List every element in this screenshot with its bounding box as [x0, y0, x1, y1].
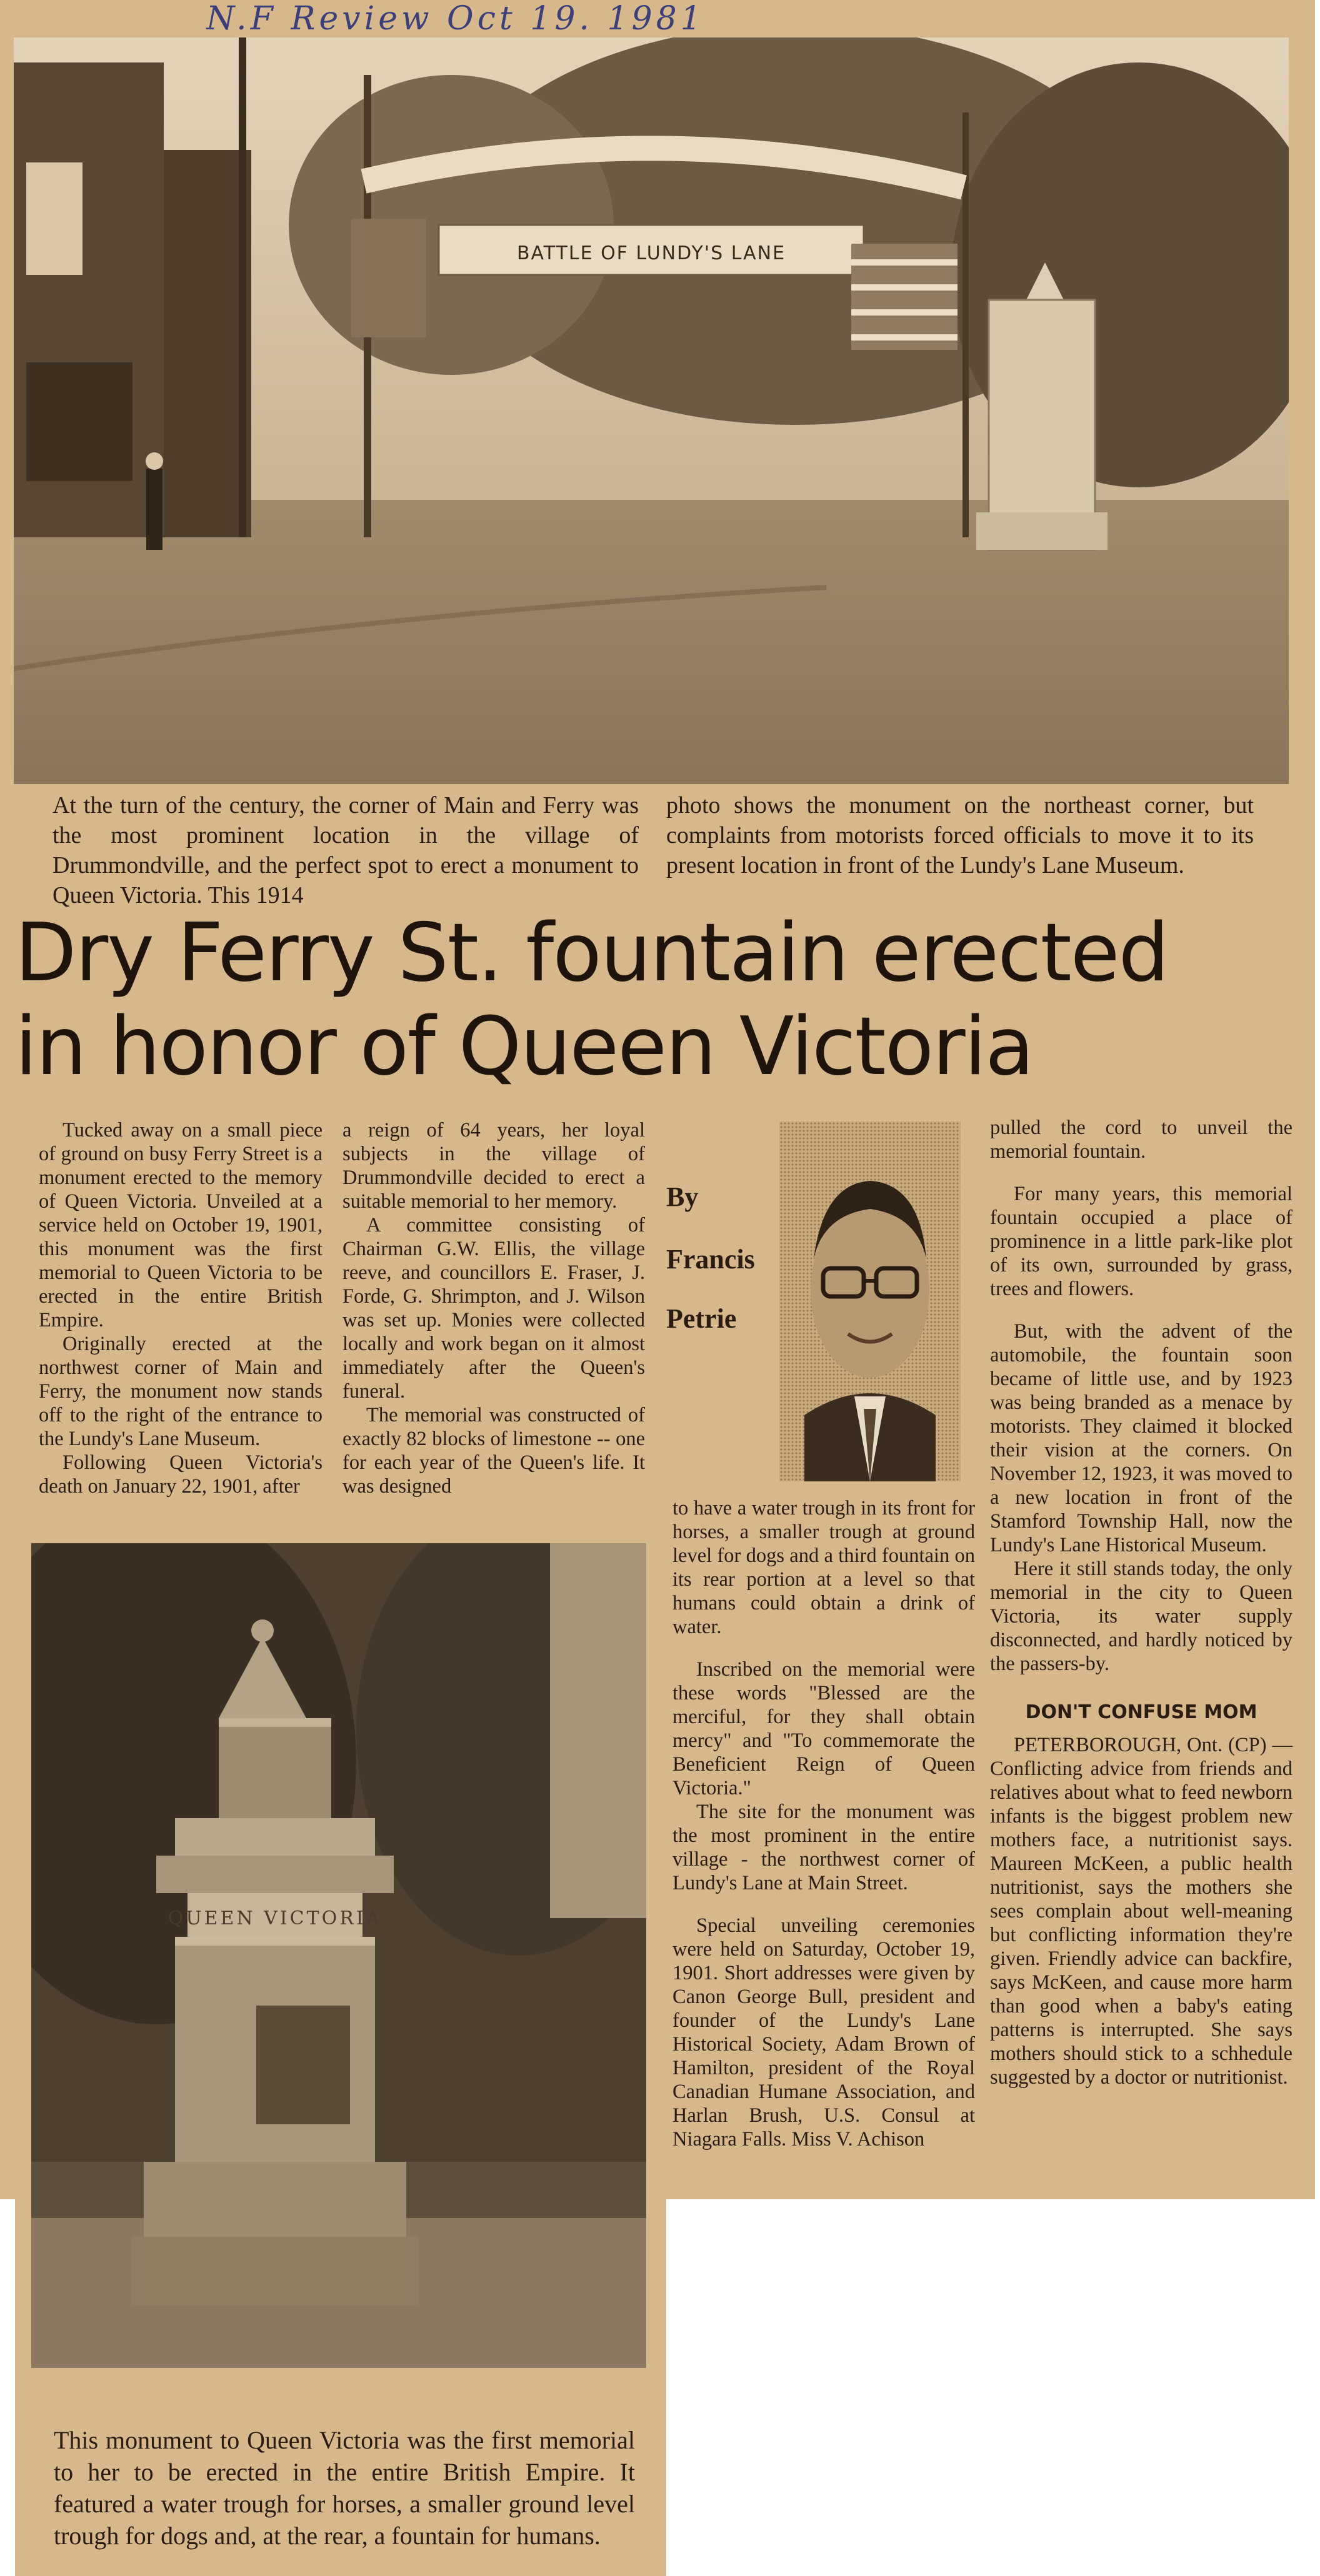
- handwritten-date-note: N.F Review Oct 19. 1981: [206, 0, 705, 37]
- top-photo-caption-right: photo shows the monument on the northeast corner, but complaints from motorists forced officials to move it to its present location in front of the Lundy's Lane Museum.: [666, 792, 1254, 878]
- sidebar-heading: DON'T CONFUSE MOM: [1025, 1701, 1258, 1723]
- monument-photo-caption: This monument to Queen Victoria was the first memorial to her to be erected in the entire British Empire. It featured a water trough for horses, a smaller ground level trough for dogs and, at the rear, a fountain for humans.: [54, 2426, 635, 2550]
- headline-line-1: Dry Ferry St. fountain erected: [15, 907, 1168, 1000]
- col1-paragraph: Tucked away on a small piece of ground on busy Ferry Street is a monument erected to the memory of Queen Victoria. Unveiled at a service held on October 19, 1901, this monument was the first memorial to Queen Victoria to be erected in the entire British Empire.: [39, 1119, 322, 1331]
- col4-paragraph: For many years, this memorial fountain occupied a place of prominence in a little park-like plot of its own, surrounded by grass, trees and flowers.: [990, 1183, 1292, 1300]
- article-column-3: [672, 1496, 975, 2151]
- col4-paragraph: Here it still stands today, the only memorial in the city to Queen Victoria, its water supply disconnected, and hardly noticed by the passers-by.: [990, 1558, 1292, 1675]
- sidebar-paragraph: PETERBOROUGH, Ont. (CP) — Conflicting advice from friends and relatives about what to feed newborn infants is the biggest problem new mothers face, a nutritionist says. Maureen McKeen, a public health nutritionist, says the mothers she sees complain about well-meaning but conflicting information they're given. Friendly advice can backfire, says McKeen, and cause more harm than good when a baby's eating patterns is interrupted. She says mothers should stick to a schhedule suggested by a doctor or nutritionist.: [990, 1734, 1292, 2089]
- col3-paragraph: Inscribed on the memorial were these words "Blessed are the merciful, for they shall obtain mercy" and "To commemorate the Beneficient Reign of Queen Victoria.": [672, 1658, 975, 1799]
- col3-paragraph: Special unveiling ceremonies were held on Saturday, October 19, 1901. Short addresses were given by Canon George Bull, president and founder of the Lundy's Lane Historical Society, Adam Brown of Hamilton, president of the Royal Canadian Humane Association, and Harlan Brush, U.S. Consul at Niagara Falls. Miss V. Achison: [672, 1914, 975, 2151]
- article-column-2: [342, 1118, 645, 1498]
- col4-paragraph: pulled the cord to unveil the memorial fountain.: [990, 1116, 1292, 1163]
- col2-paragraph: The memorial was constructed of exactly 82 blocks of limestone -- one for each year of the Queen's life. It was designed: [342, 1404, 645, 1498]
- col1-paragraph: Originally erected at the northwest corner of Main and Ferry, the monument now stands off to the right of the entrance to the Lundy's Lane Museum.: [39, 1333, 322, 1450]
- col1-paragraph: Following Queen Victoria's death on January 22, 1901, after: [39, 1451, 322, 1498]
- col2-paragraph: a reign of 64 years, her loyal subjects in the village of Drummondville decided to erect a suitable memorial to her memory.: [342, 1119, 645, 1213]
- monument-photo: [31, 1543, 646, 2368]
- article-column-4: [990, 1116, 1292, 2089]
- col2-paragraph: A committee consisting of Chairman G.W. Ellis, the village reeve, and councillors E. Fraser, J. Forde, G. Shrimpton, and J. Wilson was set up. Monies were collected locally and work began on it almost immediately after the Queen's funeral.: [342, 1214, 645, 1403]
- col3-paragraph: The site for the monument was the most prominent in the entire village - the northwest corner of Lundy's Lane at Main Street.: [672, 1801, 975, 1894]
- svg-text:BATTLE OF LUNDY'S LANE: BATTLE OF LUNDY'S LANE: [516, 242, 786, 264]
- svg-text:QUEEN VICTORIA: QUEEN VICTORIA: [168, 1907, 382, 1929]
- col3-paragraph: to have a water trough in its front for horses, a smaller trough at ground level for dogs and a third fountain on its rear portion at a level so that humans could obtain a drink of water.: [672, 1497, 975, 1638]
- headline-line-2: in honor of Queen Victoria: [15, 1000, 1033, 1093]
- article-column-1: [39, 1118, 322, 1498]
- byline-by: By: [666, 1181, 699, 1212]
- byline-first-name: Francis: [666, 1244, 755, 1275]
- byline-last-name: Petrie: [666, 1303, 737, 1334]
- author-portrait: [779, 1121, 961, 1481]
- col4-paragraph: But, with the advent of the automobile, the fountain soon became of little use, and by 1923 was being branded as a menace by motorists. They claimed it blocked their vision at the corners. On November 12, 1923, it was moved to a new location in front of the Stamford Township Hall, now the Lundy's Lane Historical Museum.: [990, 1320, 1292, 1556]
- street-photo-1914: [14, 37, 1289, 784]
- top-photo-caption-left: At the turn of the century, the corner of Main and Ferry was the most prominent location in the village of Drummondville, and the perfect spot to erect a monument to Queen Victoria. This 1914: [52, 792, 639, 908]
- author-portrait-drawing: [779, 1121, 961, 1481]
